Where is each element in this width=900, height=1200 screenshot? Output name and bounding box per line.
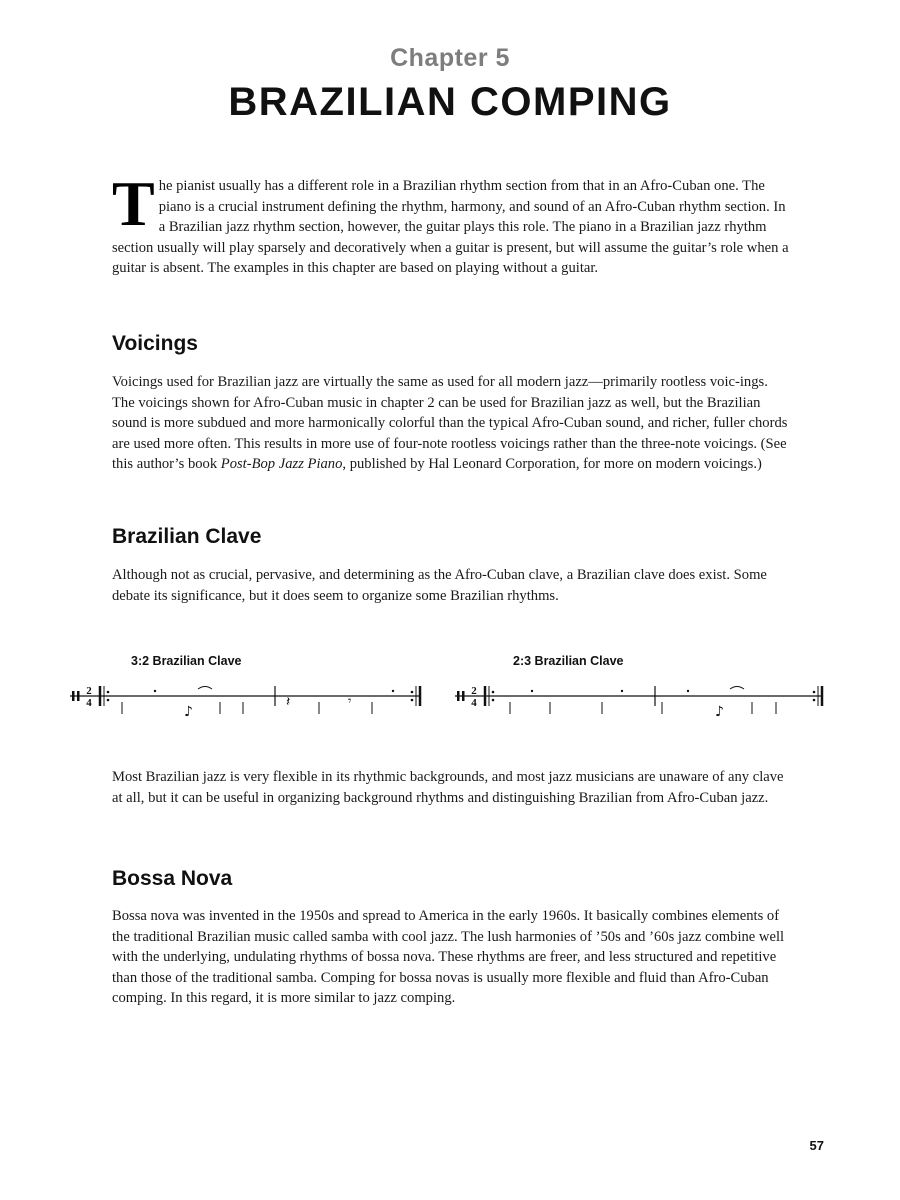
svg-text:𝄾: 𝄾 <box>348 694 352 709</box>
example-label-2-3: 2:3 Brazilian Clave <box>513 654 624 668</box>
intro-paragraph <box>112 168 792 279</box>
staff-right <box>455 685 822 720</box>
bossa-nova-paragraph: Bossa nova was invented in the 1950s and spread to America in the early 1960s. It basically combines elements of the traditional Brazilian music called samba with cool jazz. The lush harmonies of ’50s and ’60s jazz combine well with the underlying, undulating rhythms of bossa nova. These rhythms are freer, and less structured and repetitive than those of the traditional samba. Comping for bossa novas is usually more flexible and fluid than Afro-Cuban comping. In this regard, it is more similar to jazz comping. <box>112 908 785 1006</box>
book-title: Post-Bop Jazz Piano <box>220 456 343 472</box>
voicings-heading: Voicings <box>112 332 198 355</box>
staff-left <box>70 685 420 720</box>
brazilian-clave-heading: Brazilian Clave <box>112 525 262 548</box>
svg-text:♪: ♪ <box>715 704 724 720</box>
voicings-text-2: , published by Hal Leonard Corporation, for more on modern voicings.) <box>342 456 762 472</box>
chapter-number: Chapter 5 <box>390 44 510 72</box>
intro-text: he pianist usually has a different role in a Brazilian rhythm section from that in an Afro-Cuban one. The piano is a crucial instrument defining the rhythm, harmony, and sound of an Afro-Cuban rhythm section. In a Brazilian jazz rhythm section, however, the guitar plays this role. The piano in a Brazilian jazz rhythm section usually will play sparsely and decoratively when a guitar is present, but will assume the guitar’s role when a guitar is absent. The examples in this chapter are based on playing without a guitar. <box>112 178 789 276</box>
flexibility-paragraph: Most Brazilian jazz is very flexible in its rhythmic backgrounds, and most jazz musicians are unaware of any clave at all, but it can be useful in organizing background rhythms and distinguishing Brazilian from Afro-Cuban jazz. <box>112 769 784 806</box>
time-sig-bottom: 4 <box>86 697 92 709</box>
svg-text:♪: ♪ <box>184 704 193 720</box>
drop-cap: T <box>112 168 155 239</box>
brazilian-clave-paragraph: Although not as crucial, pervasive, and determining as the Afro-Cuban clave, a Brazilian clave does exist. Some debate its significance, but it does seem to organize some Brazilian rhythms. <box>112 567 767 604</box>
clave-notation <box>60 680 840 730</box>
voicings-paragraph <box>112 372 792 475</box>
example-label-3-2: 3:2 Brazilian Clave <box>131 654 242 668</box>
page-number: 57 <box>809 1138 824 1153</box>
chapter-title: BRAZILIAN COMPING <box>228 80 672 124</box>
time-sig-top: 2 <box>86 685 92 697</box>
bossa-nova-heading: Bossa Nova <box>112 867 233 890</box>
svg-text:𝄽: 𝄽 <box>286 694 291 710</box>
time-sig-bottom: 4 <box>471 697 477 709</box>
time-sig-top: 2 <box>471 685 477 697</box>
voicings-text-1: Voicings used for Brazilian jazz are virtually the same as used for all modern jazz—primarily rootless voic-ings. The voicings shown for Afro-Cuban music in chapter 2 can be used for Brazilian jazz as well, but the Brazilian sound is more subdued and more harmonically colorful than the typical Afro-Cuban sound, and richer, fuller chords are used more often. This results in more use of four-note rootless voicings rather than the three-note voicings. (See this author’s book <box>112 374 788 472</box>
